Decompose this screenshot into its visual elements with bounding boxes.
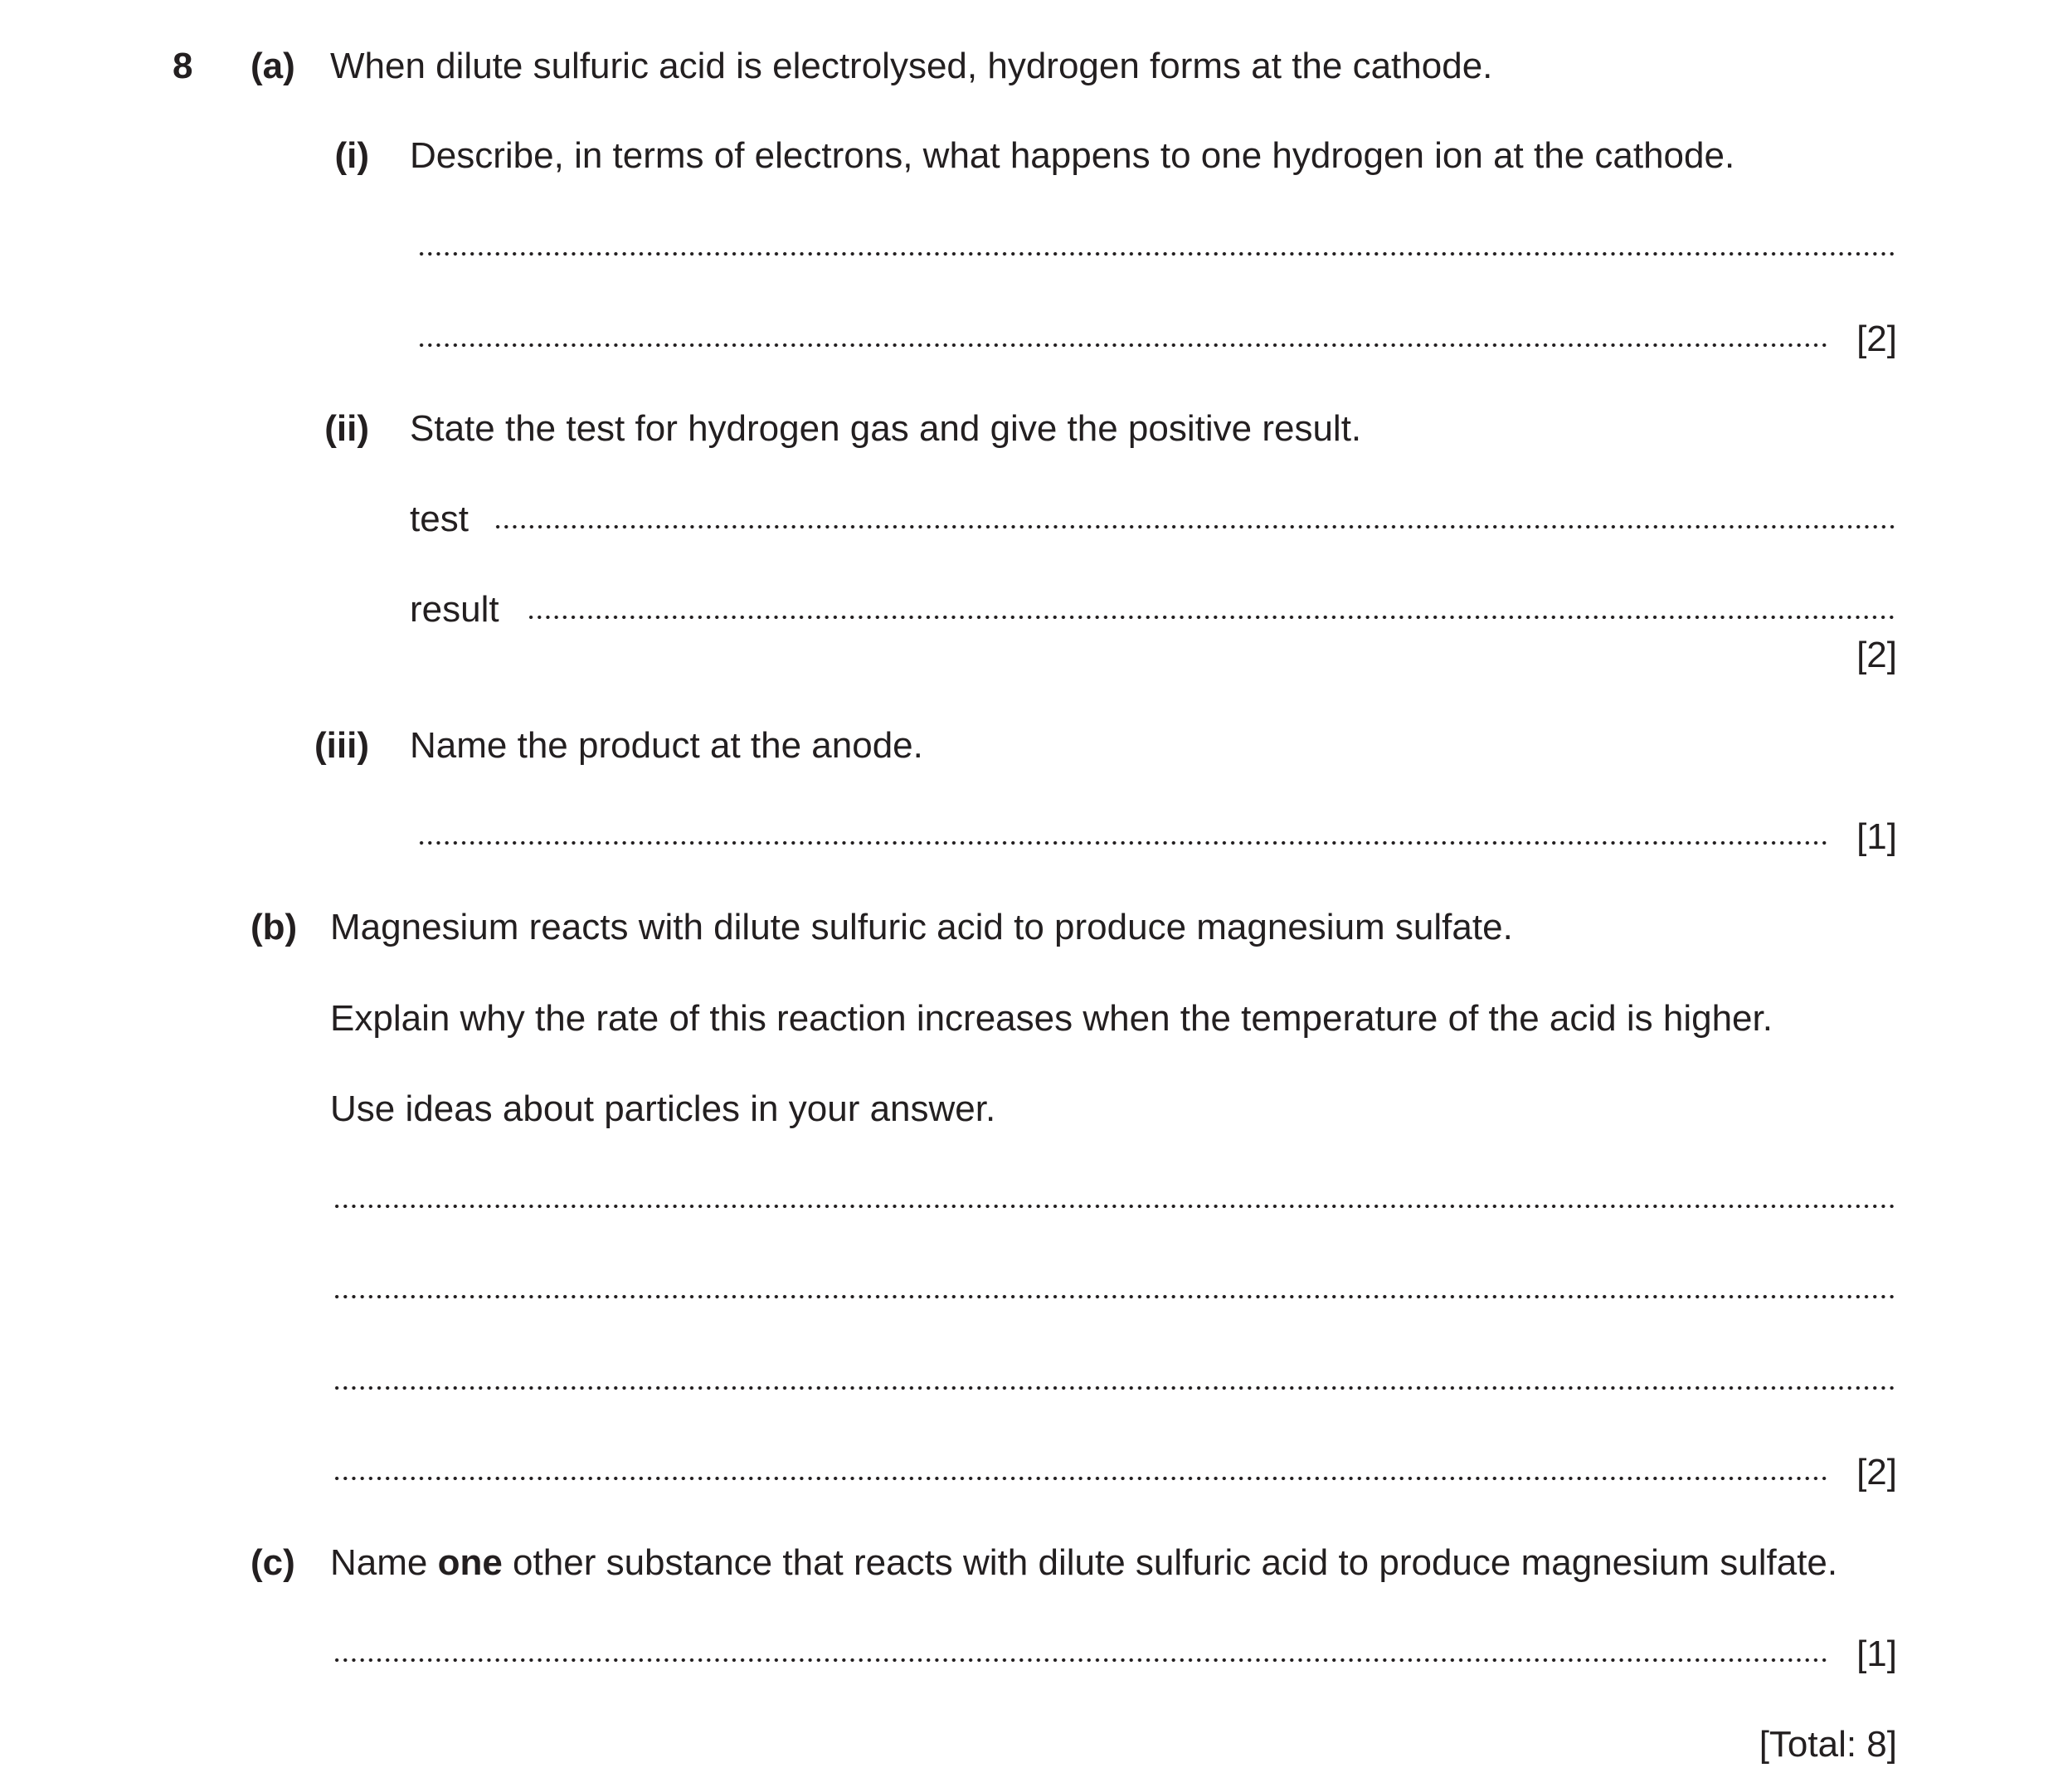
marks-c: [1] xyxy=(1856,1634,1897,1674)
part-a-ii-text: State the test for hydrogen gas and give the positive result. xyxy=(410,408,1362,449)
part-c-text-after: other substance that reacts with dilute sulfuric acid to produce magnesium sulfate. xyxy=(502,1542,1838,1583)
answer-line-b-3[interactable] xyxy=(333,1383,1895,1393)
answer-line-result[interactable] xyxy=(527,612,1895,622)
marks-a-iii: [1] xyxy=(1856,816,1897,857)
part-c-text xyxy=(330,1542,1838,1583)
marks-b: [2] xyxy=(1856,1452,1897,1493)
part-a-stem: When dilute sulfuric acid is electrolysed, hydrogen forms at the cathode. xyxy=(330,46,1493,86)
part-a-i-label: (i) xyxy=(334,135,369,176)
test-label: test xyxy=(410,499,469,539)
answer-line-b-1[interactable] xyxy=(333,1201,1895,1211)
answer-line-a-i-1[interactable] xyxy=(417,249,1895,259)
part-a-label: (a) xyxy=(251,46,295,86)
part-b-line1: Magnesium reacts with dilute sulfuric acid to produce magnesium sulfate. xyxy=(330,907,1513,947)
part-c-label: (c) xyxy=(251,1542,295,1583)
answer-line-a-iii[interactable] xyxy=(417,838,1827,848)
part-c-text-bold: one xyxy=(437,1542,503,1583)
part-b-label: (b) xyxy=(251,907,298,947)
answer-line-b-2[interactable] xyxy=(333,1292,1895,1302)
part-b-line3: Use ideas about particles in your answer. xyxy=(330,1088,996,1129)
total-marks: [Total: 8] xyxy=(1759,1724,1897,1765)
part-a-iii-label: (iii) xyxy=(314,725,369,766)
part-a-iii-text: Name the product at the anode. xyxy=(410,725,923,766)
question-number: 8 xyxy=(173,46,193,86)
answer-line-b-4[interactable] xyxy=(333,1473,1827,1483)
part-a-i-text: Describe, in terms of electrons, what happens to one hydrogen ion at the cathode. xyxy=(410,135,1735,176)
part-c-text-before: Name xyxy=(330,1542,438,1583)
marks-a-ii: [2] xyxy=(1856,635,1897,675)
part-b-line2: Explain why the rate of this reaction increases when the temperature of the acid is higher. xyxy=(330,998,1773,1039)
answer-line-test[interactable] xyxy=(494,522,1895,532)
result-label: result xyxy=(410,589,499,630)
answer-line-c[interactable] xyxy=(333,1655,1827,1665)
marks-a-i: [2] xyxy=(1856,319,1897,359)
answer-line-a-i-2[interactable] xyxy=(417,340,1827,350)
part-a-ii-label: (ii) xyxy=(324,408,369,449)
